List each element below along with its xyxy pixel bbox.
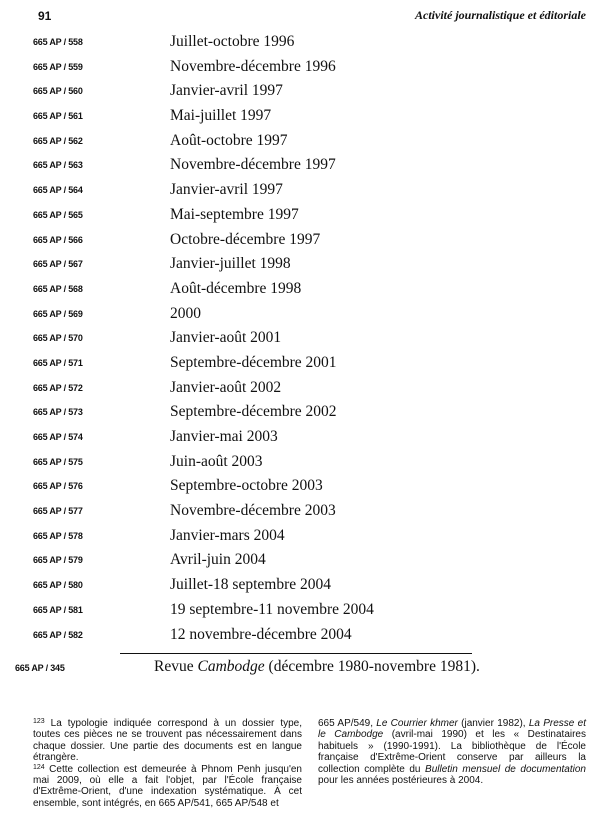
footnote-text: Cette collection est demeurée à Phnom Penh jusqu'en mai 2009, où elle a fait l'objet, par l'École française d'Extrême-Orient, d'une indexation systématique. À cet ensemble, sont intégrés, en 665 AP/541, 665 AP/548 et <box>33 763 302 809</box>
cote-number: 665 AP / 571 <box>33 357 83 368</box>
cote-number: 665 AP / 570 <box>33 333 83 344</box>
date-range: 12 novembre-décembre 2004 <box>170 625 352 643</box>
revue-entry <box>0 658 600 680</box>
footnote-number: 124 <box>33 763 45 771</box>
cote-number: 665 AP / 578 <box>33 530 83 541</box>
footnote-text: (avril-mai 1990) et les « Destinataires habituels » (1990-1991). La bibliothèque de l'École française d'Extrême-Orient conserve par ailleurs la collection complète du <box>318 729 586 775</box>
inventory-row <box>0 58 600 83</box>
footnote-text: 665 AP/549, <box>318 718 377 729</box>
running-head: Activité journalistique et éditoriale <box>415 8 586 22</box>
date-range: Octobre-décembre 1997 <box>170 230 321 248</box>
inventory-row <box>0 626 600 651</box>
cote-number: 665 AP / 565 <box>33 209 83 220</box>
footnote-text: La typologie indiquée correspond à un dossier type, toutes ces pièces ne se trouvent pas nécessairement dans chaque dossier. Une partie des documents est en langue étrangère. <box>33 718 302 764</box>
cote-number: 665 AP / 563 <box>33 160 83 171</box>
inventory-row <box>0 181 600 206</box>
inventory-row <box>0 477 600 502</box>
footnote-text: (janvier 1982), <box>457 718 529 729</box>
footnote-text: pour les années postérieures à 2004. <box>318 775 484 787</box>
footnote-123 <box>33 718 302 764</box>
date-range: Mai-juillet 1997 <box>170 107 272 125</box>
date-range: Janvier-avril 1997 <box>170 82 283 100</box>
date-range: Janvier-août 2001 <box>170 329 282 347</box>
footnote-title: La Presse et le Cambodge <box>318 718 586 741</box>
page-number: 91 <box>38 9 52 23</box>
revue-cote: 665 AP / 345 <box>15 663 65 673</box>
inventory-row <box>0 280 600 305</box>
date-range: Janvier-mai 2003 <box>170 428 278 445</box>
inventory-row <box>0 379 600 404</box>
date-range: Janvier-avril 1997 <box>170 181 283 199</box>
footnote-number: 123 <box>33 718 45 725</box>
date-range: Novembre-décembre 1997 <box>170 156 336 174</box>
date-range: Août-décembre 1998 <box>170 279 302 297</box>
inventory-row <box>0 255 600 280</box>
cote-number: 665 AP / 575 <box>33 456 83 467</box>
inventory-row <box>0 305 600 330</box>
date-range: Septembre-décembre 2002 <box>170 403 337 421</box>
inventory-row <box>0 206 600 231</box>
cote-number: 665 AP / 577 <box>33 506 83 517</box>
revue-suffix: (décembre 1980-novembre 1981). <box>264 658 480 675</box>
cote-number: 665 AP / 572 <box>33 382 83 393</box>
revue-description <box>154 658 480 676</box>
footnotes-left-column <box>33 718 302 809</box>
inventory-row <box>0 132 600 157</box>
inventory-row <box>0 551 600 576</box>
cote-number: 665 AP / 562 <box>33 135 83 146</box>
inventory-row <box>0 329 600 354</box>
date-range: Janvier-août 2002 <box>170 378 282 396</box>
inventory-row <box>0 601 600 626</box>
revue-prefix: Revue <box>154 658 198 675</box>
cote-number: 665 AP / 573 <box>33 407 83 418</box>
cote-number: 665 AP / 564 <box>33 185 83 196</box>
cote-number: 665 AP / 580 <box>33 580 83 591</box>
date-range: Septembre-octobre 2003 <box>170 477 323 495</box>
cote-number: 665 AP / 567 <box>33 259 83 270</box>
inventory-row <box>0 107 600 132</box>
inventory-row <box>0 527 600 552</box>
inventory-row <box>0 403 600 428</box>
inventory-row <box>0 453 600 478</box>
inventory-row <box>0 33 600 58</box>
date-range: Septembre-décembre 2001 <box>170 353 337 371</box>
inventory-row <box>0 354 600 379</box>
date-range: Août-octobre 1997 <box>170 131 288 149</box>
footnotes-right-column <box>318 718 586 786</box>
inventory-row <box>0 156 600 181</box>
inventory-row <box>0 576 600 601</box>
cote-number: 665 AP / 560 <box>33 86 83 97</box>
date-range: Juillet-octobre 1996 <box>170 33 295 50</box>
date-range: Novembre-décembre 1996 <box>170 57 336 75</box>
footnote-124 <box>33 764 302 810</box>
cote-number: 665 AP / 579 <box>33 555 83 566</box>
inventory-list <box>0 33 600 650</box>
cote-number: 665 AP / 561 <box>33 111 83 122</box>
cote-number: 665 AP / 569 <box>33 308 83 319</box>
date-range: Juin-août 2003 <box>170 452 263 470</box>
cote-number: 665 AP / 558 <box>33 37 83 47</box>
footnote-124-continued <box>318 718 586 786</box>
footnote-title: Bulletin mensuel de documentation <box>425 763 586 775</box>
separator-rule <box>120 653 472 654</box>
date-range: Avril-juin 2004 <box>170 551 266 569</box>
cote-number: 665 AP / 576 <box>33 481 83 492</box>
date-range: Juillet-18 septembre 2004 <box>170 576 331 594</box>
inventory-row <box>0 231 600 256</box>
cote-number: 665 AP / 566 <box>33 234 83 245</box>
date-range: Janvier-juillet 1998 <box>170 255 291 273</box>
footnote-title: Le Courrier khmer <box>376 718 458 729</box>
date-range: 2000 <box>170 304 201 322</box>
cote-number: 665 AP / 559 <box>33 61 83 72</box>
inventory-row <box>0 428 600 453</box>
cote-number: 665 AP / 568 <box>33 283 83 294</box>
revue-title: Cambodge <box>197 658 265 675</box>
cote-number: 665 AP / 574 <box>33 432 83 442</box>
date-range: Janvier-mars 2004 <box>170 526 285 544</box>
date-range: Mai-septembre 1997 <box>170 205 299 223</box>
cote-number: 665 AP / 581 <box>33 604 83 615</box>
inventory-row <box>0 82 600 107</box>
date-range: 19 septembre-11 novembre 2004 <box>170 600 374 618</box>
inventory-row <box>0 502 600 527</box>
date-range: Novembre-décembre 2003 <box>170 502 336 520</box>
cote-number: 665 AP / 582 <box>33 629 83 640</box>
